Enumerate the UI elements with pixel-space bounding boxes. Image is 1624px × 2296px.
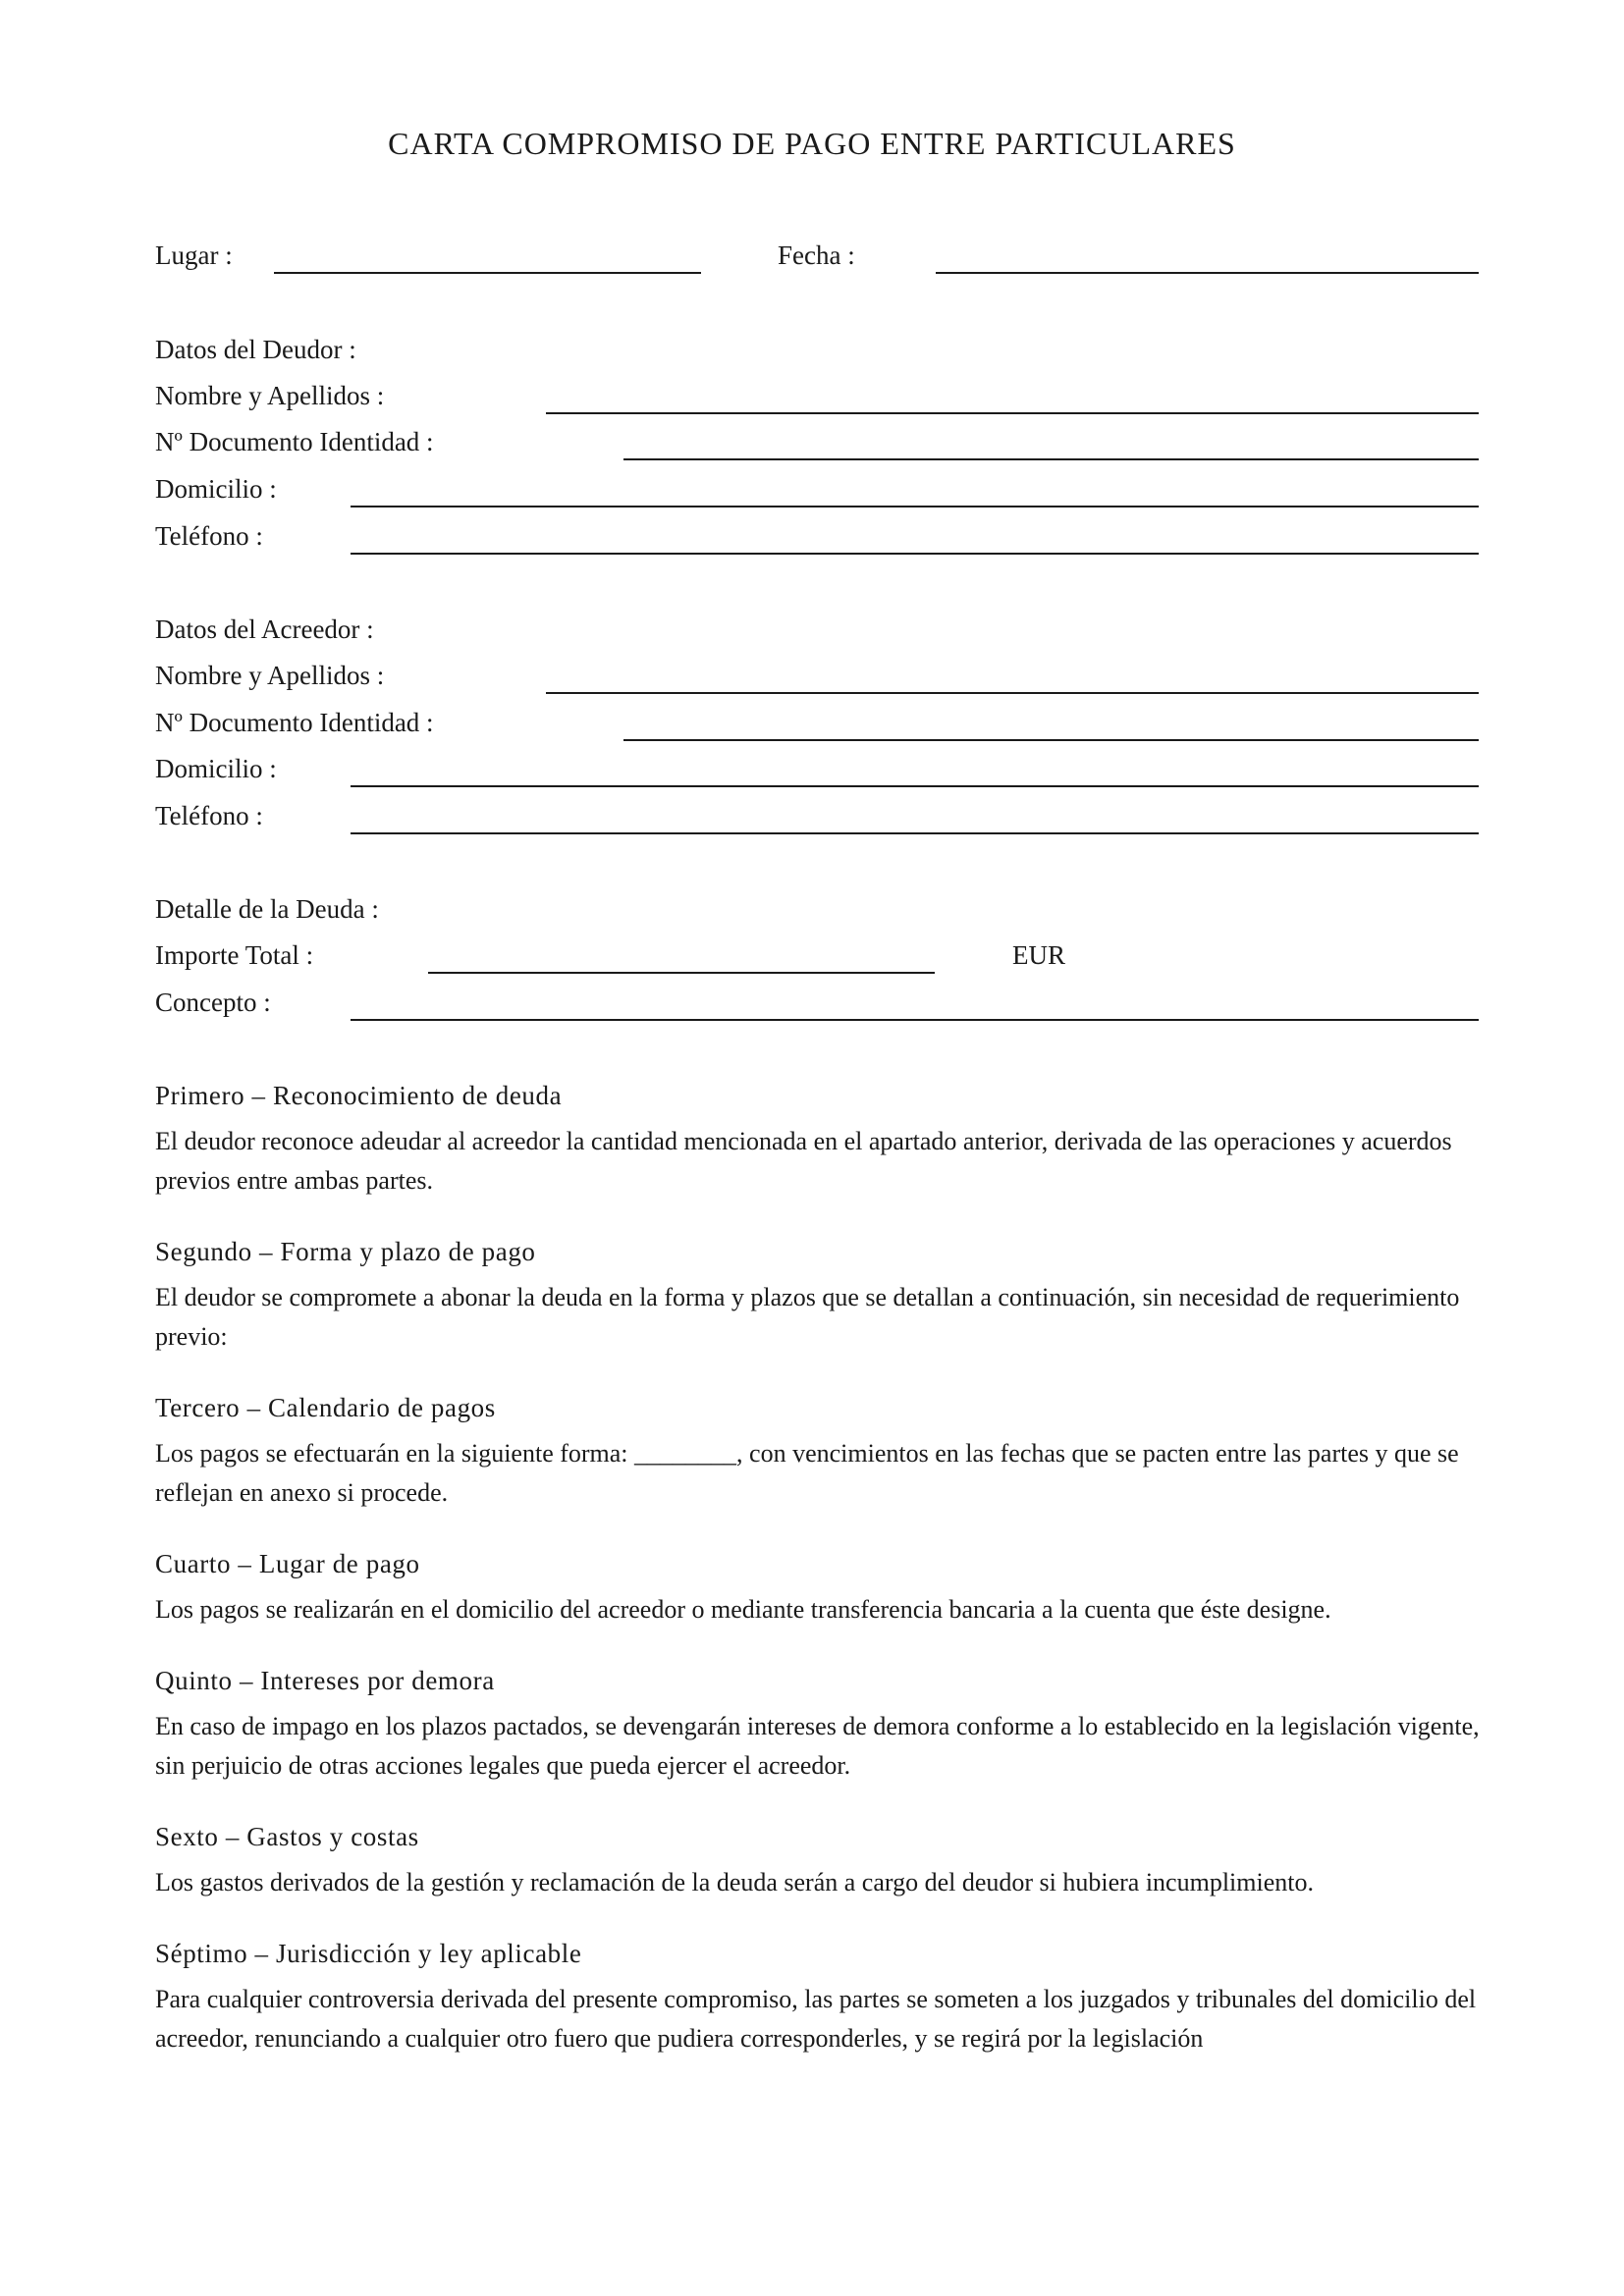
clause-heading: Séptimo – Jurisdicción y ley aplicable xyxy=(155,1939,582,1968)
clause-body: Los pagos se realizarán en el domicilio del acreedor o mediante transferencia bancaria a la cuenta que éste designe. xyxy=(155,1595,1331,1624)
clause-heading: Quinto – Intereses por demora xyxy=(155,1666,495,1695)
deudor-domicilio-label: Domicilio : xyxy=(155,474,277,504)
fecha-label: Fecha : xyxy=(778,240,855,270)
importe-field[interactable] xyxy=(428,946,935,974)
clause-heading: Segundo – Forma y plazo de pago xyxy=(155,1237,536,1266)
deudor-domicilio-field[interactable] xyxy=(351,480,1479,507)
acreedor-nombre-field[interactable] xyxy=(546,667,1479,694)
deudor-heading: Datos del Deudor : xyxy=(155,335,356,364)
acreedor-documento-label: Nº Documento Identidad : xyxy=(155,708,434,737)
deudor-nombre-field[interactable] xyxy=(546,387,1479,414)
deudor-documento-label: Nº Documento Identidad : xyxy=(155,427,434,456)
fecha-field[interactable] xyxy=(936,246,1479,274)
importe-label: Importe Total : xyxy=(155,940,314,970)
clause-body: Los pagos se efectuarán en la siguiente forma: ________, con vencimientos en las fechas que se pacten entre las partes y que se reflejan en anexo si procede. xyxy=(155,1439,1459,1507)
lugar-label: Lugar : xyxy=(155,240,233,270)
clause-body: El deudor se compromete a abonar la deuda en la forma y plazos que se detallan a continuación, sin necesidad de requerimiento previo: xyxy=(155,1283,1460,1351)
deudor-telefono-field[interactable] xyxy=(351,527,1479,555)
clause-body: Los gastos derivados de la gestión y reclamación de la deuda serán a cargo del deudor si hubiera incumplimiento. xyxy=(155,1868,1314,1896)
acreedor-domicilio-field[interactable] xyxy=(351,760,1479,787)
acreedor-telefono-field[interactable] xyxy=(351,807,1479,834)
concepto-field[interactable] xyxy=(351,993,1479,1021)
deudor-nombre-label: Nombre y Apellidos : xyxy=(155,381,385,410)
acreedor-domicilio-label: Domicilio : xyxy=(155,754,277,783)
acreedor-telefono-label: Teléfono : xyxy=(155,801,263,830)
clause-heading: Cuarto – Lugar de pago xyxy=(155,1549,420,1578)
clause-body: En caso de impago en los plazos pactados, se devengarán intereses de demora conforme a lo establecido en la legislación vigente, sin perjuicio de otras acciones legales que pueda ejercer el acreedor. xyxy=(155,1712,1480,1780)
lugar-field[interactable] xyxy=(274,246,701,274)
clause-heading: Primero – Reconocimiento de deuda xyxy=(155,1081,563,1110)
importe-currency: EUR xyxy=(1012,940,1065,970)
deuda-heading: Detalle de la Deuda : xyxy=(155,894,379,924)
deudor-documento-field[interactable] xyxy=(623,433,1479,460)
clause-body: Para cualquier controversia derivada del presente compromiso, las partes se someten a los juzgados y tribunales del domicilio del acreedor, renunciando a cualquier otro fuero que pudiera corresponderles, y se regirá por la legislación xyxy=(155,1985,1477,2053)
clause-body: El deudor reconoce adeudar al acreedor la cantidad mencionada en el apartado anterior, derivada de las operaciones y acuerdos previos entre ambas partes. xyxy=(155,1127,1452,1195)
concepto-label: Concepto : xyxy=(155,988,271,1017)
acreedor-nombre-label: Nombre y Apellidos : xyxy=(155,661,385,690)
document-title: CARTA COMPROMISO DE PAGO ENTRE PARTICULARES xyxy=(388,126,1236,161)
deudor-telefono-label: Teléfono : xyxy=(155,521,263,551)
acreedor-heading: Datos del Acreedor : xyxy=(155,614,374,644)
clause-heading: Sexto – Gastos y costas xyxy=(155,1822,419,1851)
acreedor-documento-field[interactable] xyxy=(623,714,1479,741)
clause-heading: Tercero – Calendario de pagos xyxy=(155,1393,496,1422)
